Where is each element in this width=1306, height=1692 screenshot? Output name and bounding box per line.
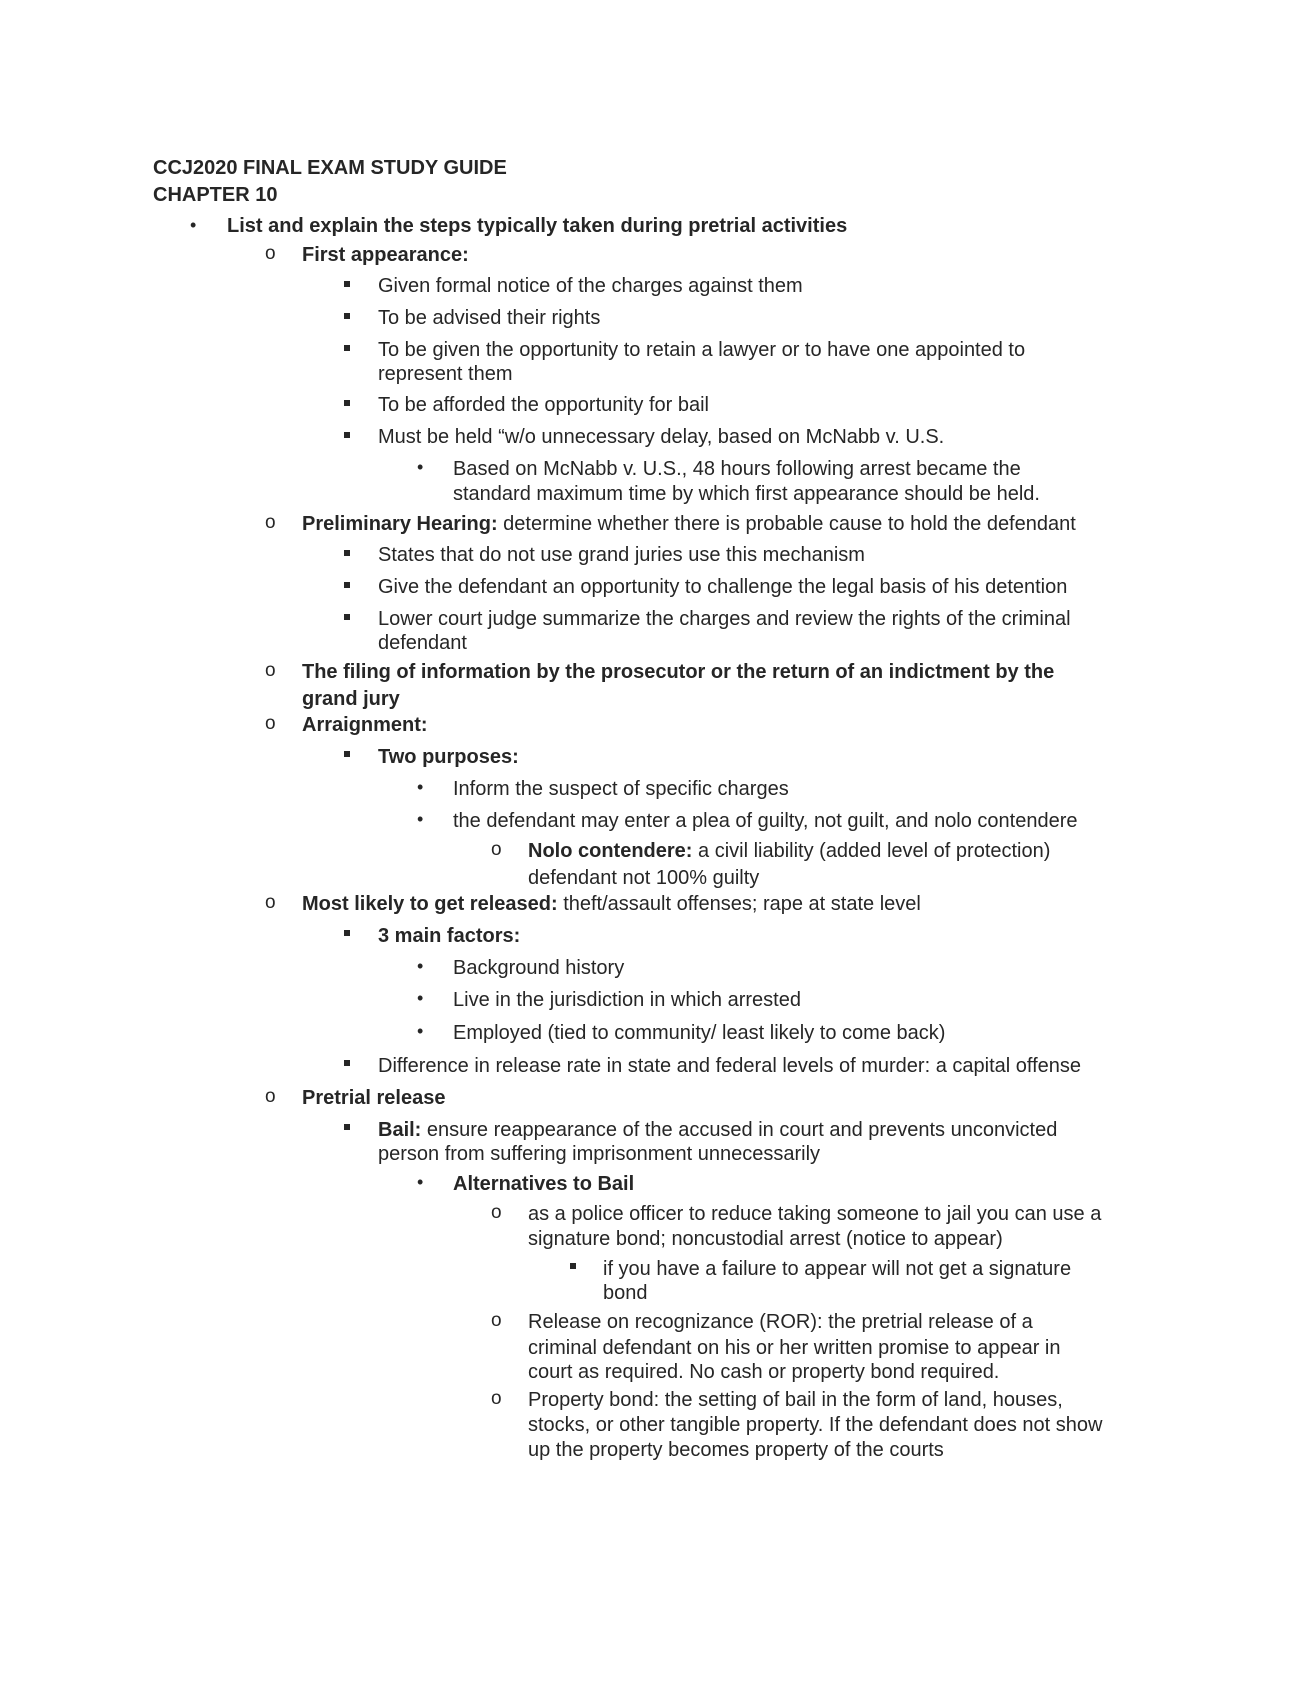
list-item-continued: signature bond; noncustodial arrest (notice to appear)	[528, 1228, 1003, 1250]
pretrial-release-heading: Pretrial release	[302, 1087, 446, 1109]
preliminary-hearing-text: determine whether there is probable cause to hold the defendant	[497, 513, 1076, 535]
square-bullet-icon	[344, 1124, 350, 1130]
circle-marker: o	[265, 243, 276, 264]
list-item-continued: up the property becomes property of the courts	[528, 1439, 944, 1461]
bullet-marker: •	[417, 809, 424, 829]
bail-heading: Bail:	[378, 1119, 422, 1141]
most-likely-released-heading: Most likely to get released:	[302, 893, 558, 915]
alternatives-to-bail-heading: Alternatives to Bail	[453, 1173, 635, 1195]
square-bullet-icon	[344, 432, 350, 438]
arraignment-heading: Arraignment:	[302, 714, 428, 736]
list-item-continued: standard maximum time by which first appearance should be held.	[453, 483, 1040, 505]
square-bullet-icon	[344, 281, 350, 287]
preliminary-hearing-heading: Preliminary Hearing:	[302, 513, 498, 535]
list-item-continued: defendant	[378, 632, 467, 654]
square-bullet-icon	[344, 614, 350, 620]
doc-title: CCJ2020 FINAL EXAM STUDY GUIDE	[153, 157, 507, 179]
list-item: Background history	[453, 957, 625, 979]
circle-marker: o	[265, 1086, 276, 1107]
bullet-marker: •	[417, 956, 424, 976]
list-item: Inform the suspect of specific charges	[453, 778, 789, 800]
square-bullet-icon	[344, 751, 350, 757]
list-item: Property bond: the setting of bail in the form of land, houses,	[528, 1389, 1063, 1411]
first-appearance-heading: First appearance:	[302, 244, 469, 266]
list-item-continued: defendant not 100% guilty	[528, 867, 760, 889]
two-purposes-heading: Two purposes:	[378, 746, 519, 768]
list-item-continued: criminal defendant on his or her written promise to appear in	[528, 1337, 1061, 1359]
circle-marker: o	[491, 1388, 502, 1409]
most-likely-released-item	[302, 892, 921, 916]
list-item: To be afforded the opportunity for bail	[378, 394, 709, 416]
list-item-continued: bond	[603, 1282, 648, 1304]
chapter-heading: CHAPTER 10	[153, 184, 278, 206]
square-bullet-icon	[570, 1263, 576, 1269]
list-item-pretrial-steps: List and explain the steps typically taken during pretrial activities	[227, 215, 848, 237]
list-item-continued: person from suffering imprisonment unnecessarily	[378, 1143, 821, 1165]
circle-marker: o	[265, 512, 276, 533]
filing-item-continued: grand jury	[302, 688, 400, 710]
circle-marker: o	[265, 713, 276, 734]
list-item: States that do not use grand juries use this mechanism	[378, 544, 865, 566]
bail-text: ensure reappearance of the accused in court and prevents unconvicted	[421, 1119, 1058, 1141]
most-likely-released-text: theft/assault offenses; rape at state level	[557, 893, 921, 915]
list-item: To be advised their rights	[378, 307, 601, 329]
list-item-continued: represent them	[378, 363, 513, 385]
list-item-continued: stocks, or other tangible property. If the defendant does not show	[528, 1414, 1103, 1436]
square-bullet-icon	[344, 345, 350, 351]
bail-item	[378, 1118, 1057, 1142]
preliminary-hearing-item	[302, 512, 1076, 536]
list-item: Must be held “w/o unnecessary delay, based on McNabb v. U.S.	[378, 426, 945, 448]
square-bullet-icon	[344, 550, 350, 556]
square-bullet-icon	[344, 582, 350, 588]
list-item: Given formal notice of the charges against them	[378, 275, 803, 297]
square-bullet-icon	[344, 313, 350, 319]
circle-marker: o	[265, 660, 276, 681]
bullet-marker: •	[417, 777, 424, 797]
bullet-marker: •	[417, 988, 424, 1008]
circle-marker: o	[491, 1310, 502, 1331]
bullet-marker: •	[190, 215, 197, 235]
list-item: the defendant may enter a plea of guilty, not guilt, and nolo contendere	[453, 810, 1078, 832]
list-item: Employed (tied to community/ least likely to come back)	[453, 1022, 946, 1044]
square-bullet-icon	[344, 930, 350, 936]
bullet-marker: •	[417, 1021, 424, 1041]
list-item: as a police officer to reduce taking someone to jail you can use a	[528, 1203, 1102, 1225]
nolo-contendere-item	[528, 839, 1050, 863]
square-bullet-icon	[344, 400, 350, 406]
filing-item: The filing of information by the prosecutor or the return of an indictment by the	[302, 661, 1055, 683]
list-item-continued: court as required. No cash or property bond required.	[528, 1361, 1000, 1383]
circle-marker: o	[491, 1202, 502, 1223]
list-item: Based on McNabb v. U.S., 48 hours following arrest became the	[453, 458, 1021, 480]
list-item: if you have a failure to appear will not get a signature	[603, 1258, 1072, 1280]
square-bullet-icon	[344, 1060, 350, 1066]
list-item: Release on recognizance (ROR): the pretrial release of a	[528, 1311, 1033, 1333]
circle-marker: o	[265, 892, 276, 913]
nolo-contendere-text: a civil liability (added level of protection)	[692, 840, 1051, 862]
list-item: Live in the jurisdiction in which arrested	[453, 989, 801, 1011]
bullet-marker: •	[417, 1172, 424, 1192]
list-item: Lower court judge summarize the charges and review the rights of the criminal	[378, 608, 1071, 630]
nolo-contendere-heading: Nolo contendere:	[528, 840, 693, 862]
circle-marker: o	[491, 839, 502, 860]
list-item: Difference in release rate in state and federal levels of murder: a capital offense	[378, 1055, 1081, 1077]
list-item: To be given the opportunity to retain a lawyer or to have one appointed to	[378, 339, 1026, 361]
main-factors-heading: 3 main factors:	[378, 925, 521, 947]
bullet-marker: •	[417, 457, 424, 477]
list-item: Give the defendant an opportunity to challenge the legal basis of his detention	[378, 576, 1068, 598]
